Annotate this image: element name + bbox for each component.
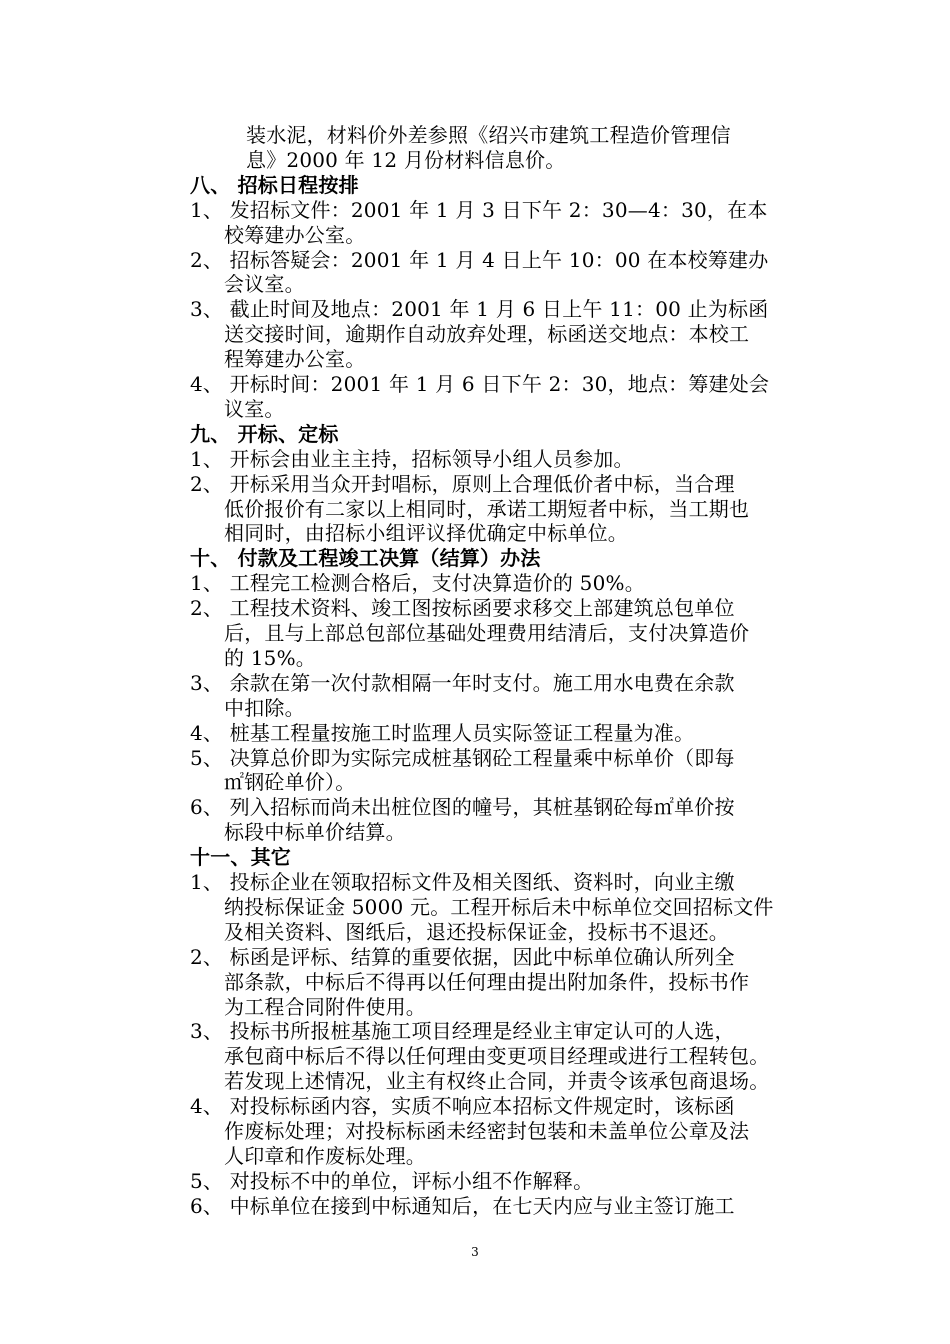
text-line: 1、 投标企业在领取招标文件及相关图纸、资料时，向业主缴 [190,870,735,894]
text-line: 3、 截止时间及地点：2001 年 1 月 6 日上午 11：00 止为标函 [190,297,769,322]
text-line: 承包商中标后不得以任何理由变更项目经理或进行工程转包。 [224,1044,770,1069]
text-line: 2、 开标采用当众开封唱标，原则上合理低价者中标，当合理 [190,471,735,496]
text-line: 6、 中标单位在接到中标通知后，在七天内应与业主签订施工 [190,1193,735,1218]
text-line: ㎡钢砼单价）。 [224,770,356,795]
text-line: 2、 标函是评标、结算的重要依据，因此中标单位确认所列全 [190,944,735,969]
section-heading: 十、 付款及工程竣工决算（结算）办法 [190,546,541,571]
text-line: 息》2000 年 12 月份材料信息价。 [246,147,566,172]
text-line: 3、 余款在第一次付款相隔一年时支付。施工用水电费在余款 [190,670,735,695]
text-line: 4、 桩基工程量按施工时监理人员实际签证工程量为准。 [190,720,695,745]
text-line: 2、 工程技术资料、竣工图按标函要求移交上部建筑总包单位 [190,596,735,621]
text-line: 2、 招标答疑会：2001 年 1 月 4 日上午 10：00 在本校筹建办 [190,247,769,272]
text-line: 装水泥，材料价外差参照《绍兴市建筑工程造价管理信 [246,123,731,147]
section-heading: 九、 开标、定标 [190,421,339,446]
text-line: 议室。 [224,396,285,421]
text-line: 中扣除。 [224,695,305,720]
page-number: 3 [471,1245,479,1259]
text-line: 作废标处理；对投标标函未经密封包装和未盖单位公章及法 [224,1119,750,1143]
text-line: 4、 对投标标函内容，实质不响应本招标文件规定时，该标函 [190,1094,735,1119]
text-line: 校筹建办公室。 [224,222,366,247]
text-line: 纳投标保证金 5000 元。工程开标后未中标单位交回招标文件 [224,894,774,919]
text-line: 1、 开标会由业主主持，招标领导小组人员参加。 [190,446,634,471]
text-line: 部条款，中标后不得再以任何理由提出附加条件，投标书作 [224,969,750,994]
text-line: 3、 投标书所报桩基施工项目经理是经业主审定认可的人选， [190,1019,735,1044]
text-line: 5、 决算总价即为实际完成桩基钢砼工程量乘中标单价（即每 [190,745,735,770]
text-line: 若发现上述情况，业主有权终止合同，并责令该承包商退场。 [224,1069,770,1094]
section-heading: 八、 招标日程按排 [190,172,359,197]
text-line: 的 15%。 [224,645,317,670]
text-line: 人印章和作废标处理。 [224,1143,426,1168]
text-line: 5、 对投标不中的单位，评标小组不作解释。 [190,1168,594,1193]
text-line: 低价报价有二家以上相同时，承诺工期短者中标，当工期也 [224,496,750,521]
text-line: 后，且与上部总包部位基础处理费用结清后，支付决算造价 [224,621,750,645]
text-line: 4、 开标时间：2001 年 1 月 6 日下午 2：30，地点：筹建处会 [190,372,770,396]
text-line: 相同时，由招标小组评议择优确定中标单位。 [224,521,628,546]
text-line: 会议室。 [224,272,305,297]
text-line: 6、 列入招标而尚未出桩位图的幢号，其桩基钢砼每㎡单价按 [190,795,735,820]
text-line: 送交接时间，逾期作自动放弃处理，标函送交地点：本校工 [224,322,750,347]
text-line: 为工程合同附件使用。 [224,994,426,1019]
text-line: 标段中标单价结算。 [224,820,406,845]
text-line: 程筹建办公室。 [224,347,366,372]
text-line: 1、 发招标文件：2001 年 1 月 3 日下午 2：30—4：30，在本 [190,197,768,222]
text-line: 及相关资料、图纸后，退还投标保证金，投标书不退还。 [224,919,729,944]
text-line: 1、 工程完工检测合格后，支付决算造价的 50%。 [190,571,645,596]
section-heading: 十一、其它 [190,845,291,870]
